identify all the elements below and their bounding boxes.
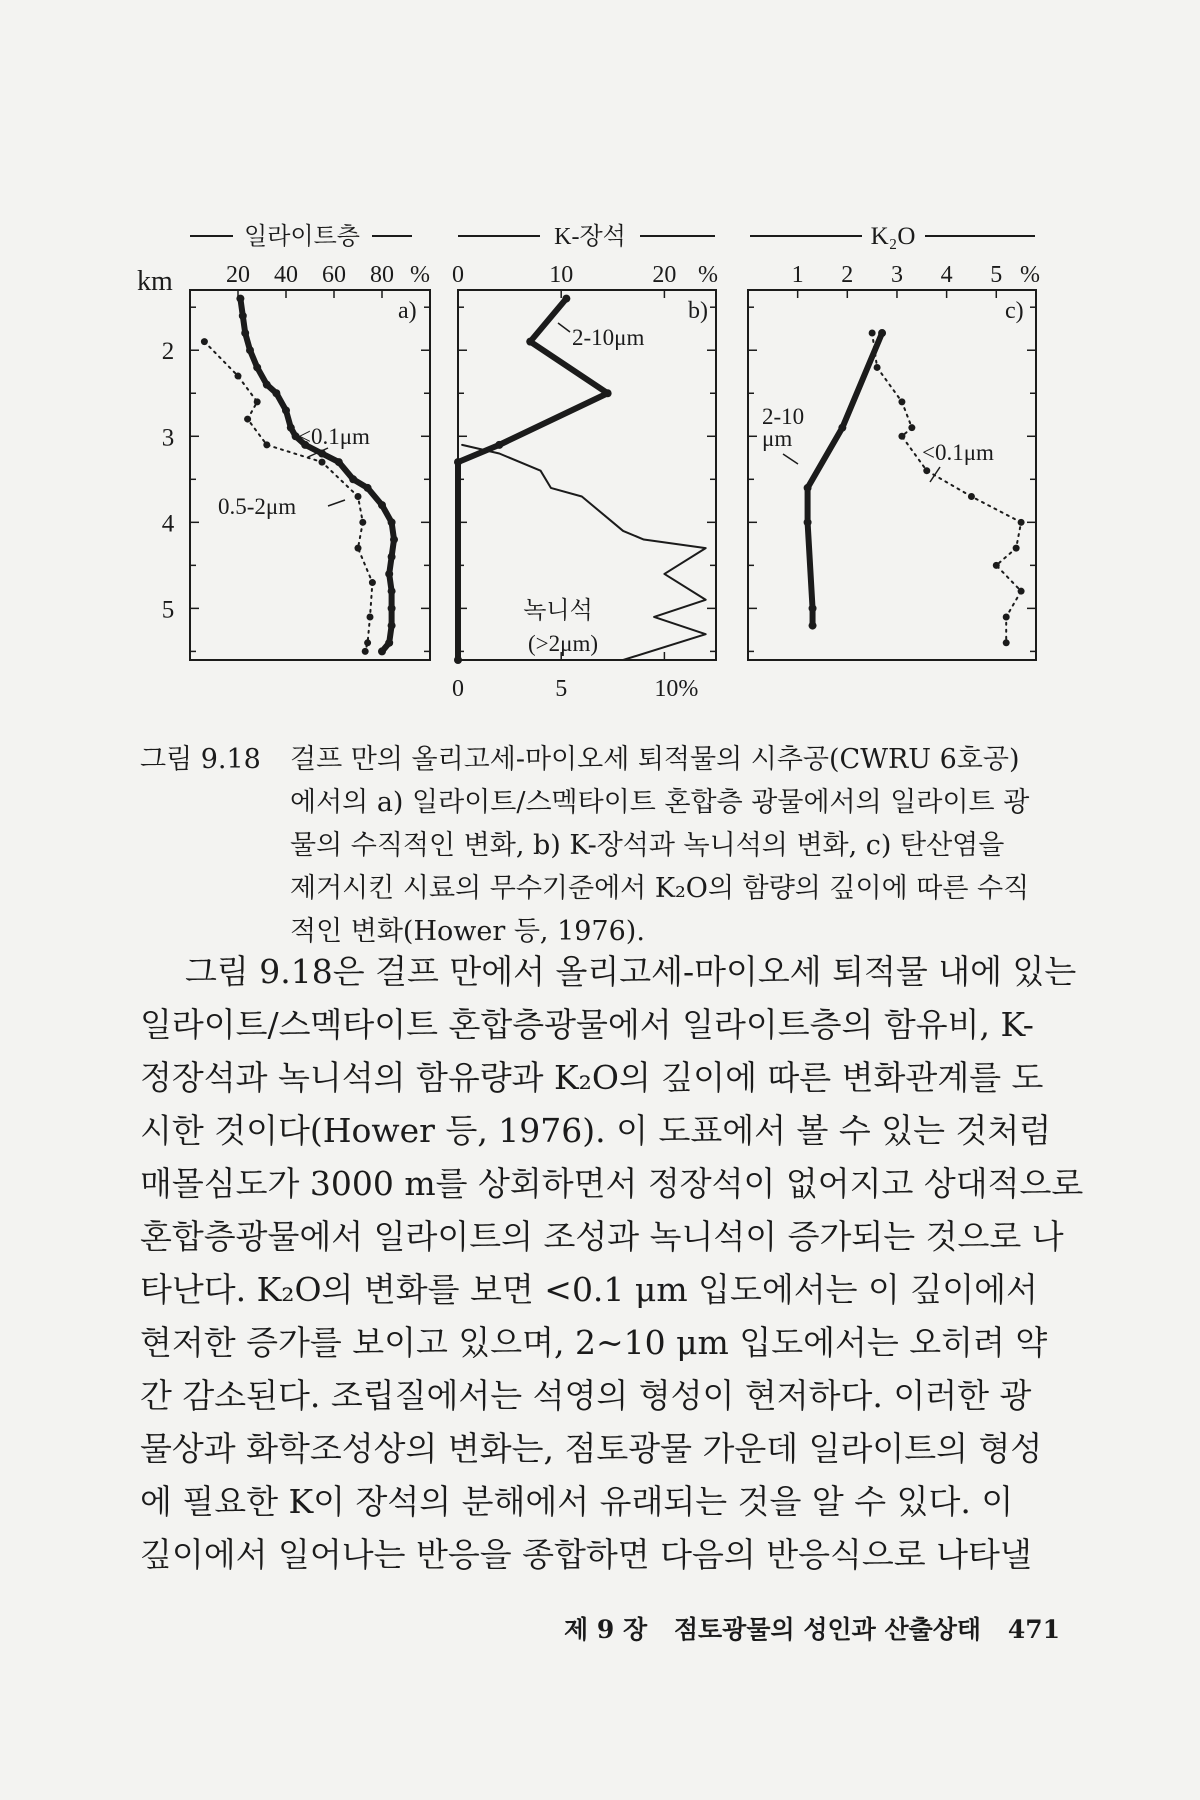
- data-point-c: [923, 467, 930, 474]
- label-c-fine: <0.1μm: [922, 440, 994, 465]
- data-point-a: [263, 381, 271, 389]
- label-b-chlorite: 녹니석: [523, 598, 593, 624]
- panel-c-tick-labels: [792, 262, 1040, 298]
- frame-tick-marks: [190, 307, 1036, 651]
- footer-title: 점토광물의 성인과 산출상태: [673, 1615, 982, 1644]
- caption-line: 에서의 a) 일라이트/스멕타이트 혼합층 광물에서의 일라이트 광: [290, 787, 1030, 818]
- tick-label: %: [698, 262, 718, 288]
- label-c-coarse-2: μm: [762, 426, 793, 451]
- series-line-b: [462, 445, 706, 660]
- label-c-coarse-1: 2-10: [762, 404, 805, 429]
- tick-label: %: [410, 262, 430, 288]
- data-point-a: [349, 475, 357, 483]
- data-point-a: [388, 604, 396, 612]
- data-point-a: [235, 373, 242, 380]
- leader-c-coarse: [783, 454, 798, 464]
- data-point-a: [319, 459, 326, 466]
- data-point-c: [1003, 639, 1010, 646]
- tick-label: 0: [452, 262, 464, 288]
- panel-a-tick-labels: [226, 262, 430, 298]
- figure-caption: [140, 738, 1060, 953]
- body-line: 에 필요한 K이 장석의 분해에서 유래되는 것을 알 수 있다. 이: [140, 1482, 1014, 1521]
- body-line: 깊이에서 일어나는 반응을 종합하면 다음의 반응식으로 나타낼: [140, 1535, 1032, 1574]
- tick-label: 2: [841, 262, 854, 288]
- data-point-c: [838, 424, 846, 432]
- data-point-a: [362, 648, 369, 655]
- body-line: 간 감소된다. 조립질에서는 석영의 형성이 현저하다. 이러한 광: [140, 1376, 1032, 1415]
- footer-chapter: 제 9 장: [564, 1615, 648, 1644]
- depth-tick-label: 2: [161, 338, 175, 366]
- panel-c-title: K₂O: [870, 223, 916, 250]
- data-point-a: [355, 545, 362, 552]
- caption-line: 적인 변화(Hower 등, 1976).: [290, 916, 645, 947]
- data-point-c: [869, 330, 876, 337]
- data-point-a: [369, 579, 376, 586]
- data-point-c: [1018, 519, 1025, 526]
- panel-a-title: 일라이트층: [244, 224, 360, 250]
- data-point-c: [804, 518, 812, 526]
- data-point-a: [263, 441, 270, 448]
- series-line-c: [872, 333, 1021, 643]
- data-point-c: [878, 329, 886, 337]
- label-b-chlorite-size: (>2μm): [527, 631, 599, 656]
- data-point-a: [378, 647, 386, 655]
- data-point-c: [898, 433, 905, 440]
- caption-line: 물의 수직적인 변화, b) K-장석과 녹니석의 변화, c) 탄산염을: [290, 830, 1005, 861]
- depth-tick-label: 3: [161, 424, 175, 452]
- data-point-a: [388, 518, 396, 526]
- series-layer: [201, 295, 1025, 664]
- data-point-a: [388, 622, 396, 630]
- page-number: 471: [1007, 1615, 1060, 1644]
- bottom-tick-label: 10%: [654, 676, 699, 702]
- tick-label: 4: [940, 262, 953, 288]
- panel-c-frame: [748, 290, 1036, 660]
- data-point-c: [1013, 545, 1020, 552]
- figure-9-18: [0, 0, 1200, 720]
- body-line: 정장석과 녹니석의 함유량과 K₂O의 깊이에 따른 변화관계를 도: [140, 1058, 1044, 1097]
- body-paragraph: [140, 945, 1084, 1581]
- data-point-a: [367, 613, 374, 620]
- body-line: 물상과 화학조성상의 변화는, 점토광물 가운데 일라이트의 형성: [140, 1429, 1043, 1468]
- data-point-a: [254, 398, 261, 405]
- data-point-a: [388, 553, 396, 561]
- data-point-a: [201, 338, 208, 345]
- series-line-c: [808, 333, 882, 626]
- data-point-a: [246, 346, 254, 354]
- tick-label: 80: [370, 262, 394, 288]
- data-point-c: [993, 562, 1000, 569]
- data-point-a: [244, 416, 251, 423]
- data-point-c: [898, 398, 905, 405]
- tick-label: 20: [226, 262, 250, 288]
- panel-b-header: [458, 223, 715, 250]
- data-point-c: [908, 424, 915, 431]
- tick-label: 60: [322, 262, 346, 288]
- data-point-a: [385, 639, 393, 647]
- data-point-b: [562, 295, 570, 303]
- panel-a-header: [190, 223, 412, 250]
- data-point-a: [282, 406, 290, 414]
- data-point-a: [364, 484, 372, 492]
- data-point-b: [526, 338, 534, 346]
- data-point-a: [272, 389, 280, 397]
- tick-label: 10: [549, 262, 574, 288]
- depth-unit: km: [137, 266, 173, 297]
- data-point-b: [454, 656, 462, 664]
- caption-text: [290, 738, 1060, 953]
- label-b-kspar: 2-10μm: [572, 325, 645, 350]
- data-point-c: [1003, 613, 1010, 620]
- data-point-c: [968, 493, 975, 500]
- caption-label: 그림 9.18: [140, 744, 261, 775]
- bottom-tick-label: 5: [555, 676, 568, 702]
- data-point-a: [287, 424, 295, 432]
- data-point-a: [364, 639, 371, 646]
- tick-label: 40: [274, 262, 298, 288]
- tick-label: 5: [990, 262, 1003, 288]
- data-point-a: [236, 295, 244, 303]
- panel-c-tag: c): [1005, 298, 1024, 324]
- data-point-a: [378, 501, 386, 509]
- data-point-b: [604, 389, 612, 397]
- caption-line: 제거시킨 시료의 무수기준에서 K₂O의 함량의 깊이에 따른 수직: [290, 873, 1030, 904]
- data-point-c: [874, 364, 881, 371]
- data-point-a: [390, 536, 398, 544]
- data-point-c: [809, 604, 817, 612]
- data-point-a: [355, 493, 362, 500]
- tick-label: 1: [791, 262, 804, 288]
- leader-a-coarse: [328, 500, 345, 506]
- data-point-b: [454, 458, 462, 466]
- body-line: 현저한 증가를 보이고 있으며, 2~10 μm 입도에서는 오히려 약: [140, 1323, 1048, 1362]
- data-point-a: [253, 363, 261, 371]
- data-point-c: [804, 484, 812, 492]
- data-point-a: [385, 570, 393, 578]
- panel-b-tick-labels: [452, 262, 718, 298]
- leader-c-fine: [930, 467, 940, 482]
- depth-tick-labels: [162, 338, 175, 623]
- panel-b-tag: b): [688, 298, 708, 324]
- body-line: 시한 것이다(Hower 등, 1976). 이 도표에서 볼 수 있는 것처럼: [140, 1111, 1052, 1150]
- data-point-a: [388, 587, 396, 595]
- body-line: 혼합층광물에서 일라이트의 조성과 녹니석이 증가되는 것으로 나: [140, 1217, 1064, 1256]
- data-point-b: [495, 441, 503, 449]
- data-point-a: [335, 458, 343, 466]
- panel-c-header: [750, 223, 1035, 250]
- label-a-fine: <0.1μm: [298, 424, 370, 449]
- body-line: 일라이트/스멕타이트 혼합층광물에서 일라이트층의 함유비, K-: [140, 1005, 1034, 1044]
- data-point-c: [1018, 588, 1025, 595]
- depth-tick-label: 5: [161, 596, 175, 624]
- data-point-a: [359, 519, 366, 526]
- panel-a-tag: a): [398, 298, 417, 324]
- body-line: 그림 9.18은 걸프 만에서 올리고세-마이오세 퇴적물 내에 있는: [185, 952, 1077, 991]
- depth-tick-label: 4: [161, 510, 175, 538]
- caption-line: 걸프 만의 올리고세-마이오세 퇴적물의 시추공(CWRU 6호공): [290, 744, 1020, 775]
- label-a-coarse: 0.5-2μm: [218, 494, 297, 519]
- tick-label: 20: [652, 262, 677, 288]
- page-footer: [546, 1610, 1060, 1646]
- data-point-c: [809, 622, 817, 630]
- panel-b-title: K-장석: [554, 224, 626, 250]
- body-line: 매몰심도가 3000 m를 상회하면서 정장석이 없어지고 상대적으로: [140, 1164, 1084, 1203]
- bottom-tick-label: 0: [452, 676, 464, 702]
- data-point-a: [239, 312, 247, 320]
- data-point-a: [241, 329, 249, 337]
- tick-label: %: [1020, 262, 1040, 288]
- leader-b-kspar: [558, 323, 570, 332]
- body-line: 타난다. K₂O의 변화를 보면 <0.1 μm 입도에서는 이 깊이에서: [140, 1270, 1038, 1309]
- tick-label: 3: [890, 262, 903, 288]
